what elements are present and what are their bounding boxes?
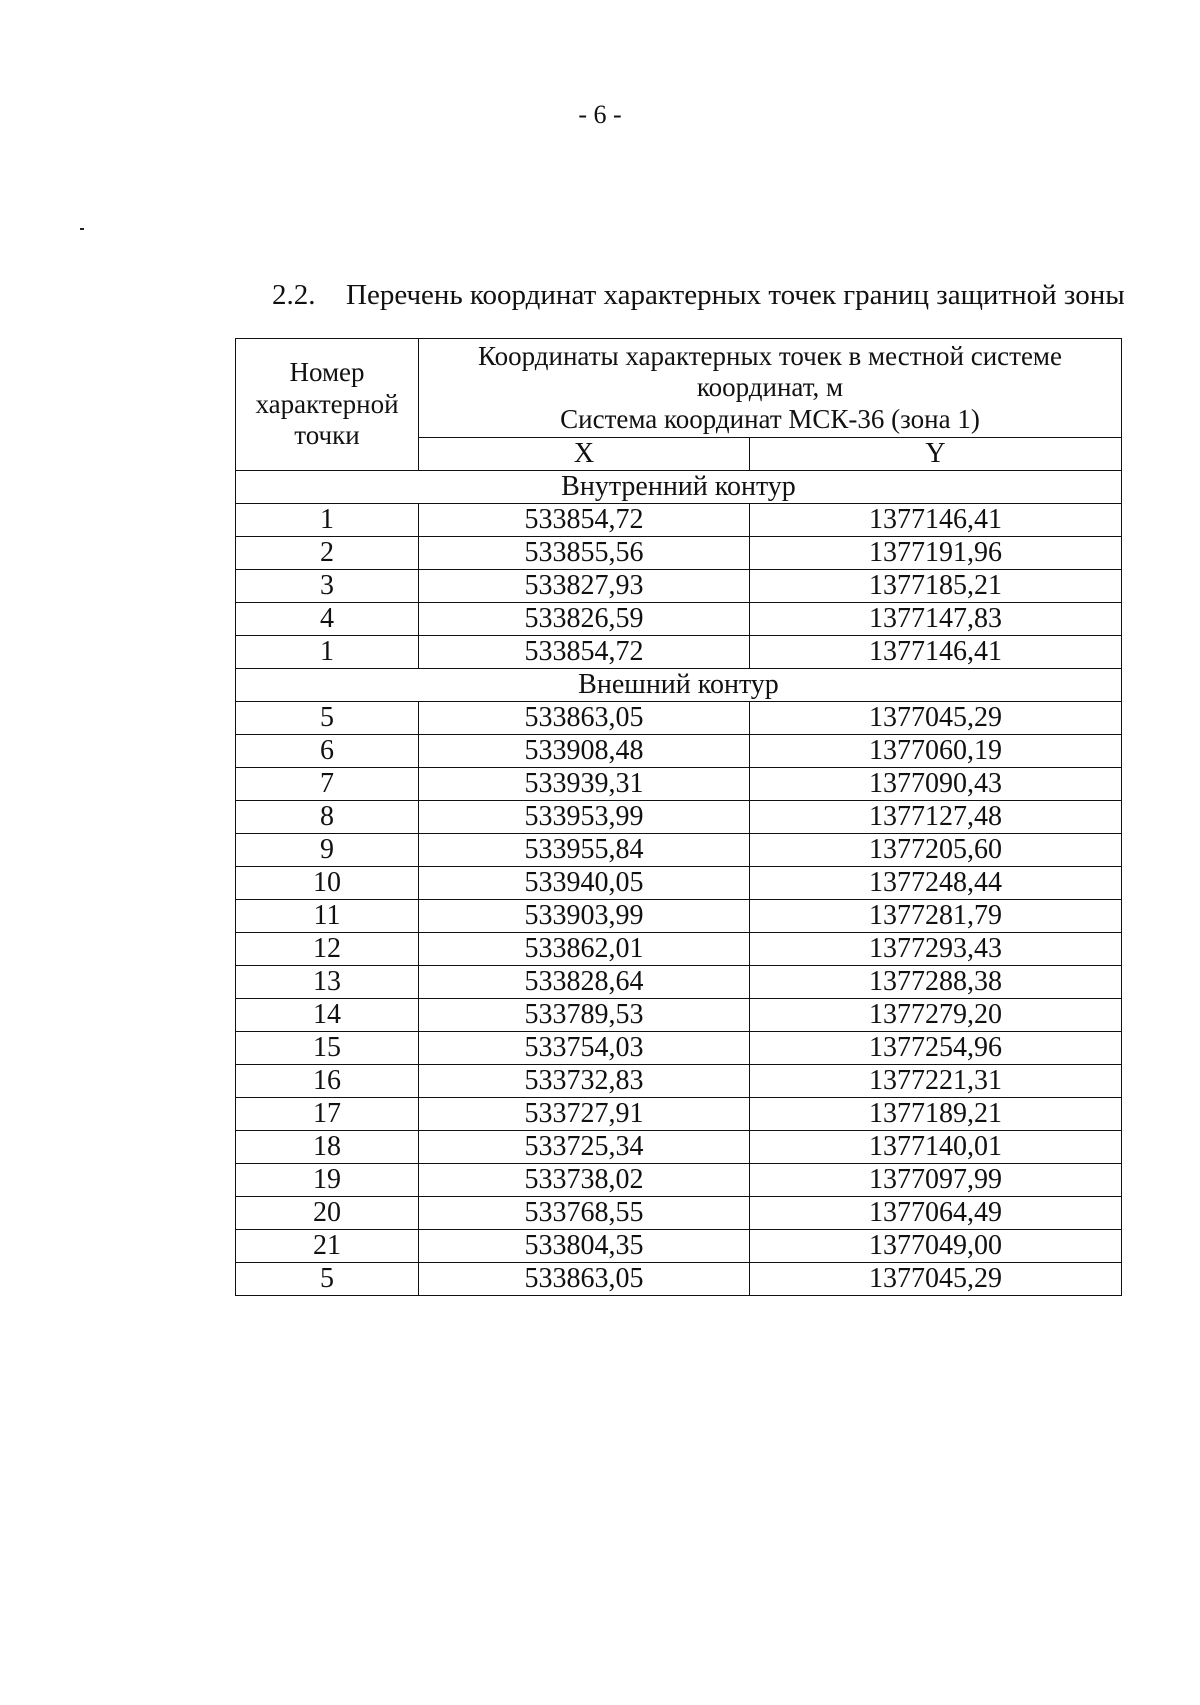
point-number-cell: 21 <box>236 1230 419 1263</box>
table-row <box>236 735 1122 768</box>
point-number-cell: 1 <box>236 636 419 669</box>
group-row <box>236 471 1122 504</box>
table-row <box>236 636 1122 669</box>
point-number-cell: 13 <box>236 966 419 999</box>
table-row <box>236 603 1122 636</box>
y-coordinate-cell: 1377140,01 <box>750 1131 1122 1164</box>
table-row <box>236 867 1122 900</box>
table-header-row <box>236 339 1122 438</box>
x-coordinate-cell: 533908,48 <box>419 735 750 768</box>
table-row <box>236 504 1122 537</box>
table-row <box>236 801 1122 834</box>
point-number-cell: 12 <box>236 933 419 966</box>
table-row <box>236 570 1122 603</box>
point-number-cell: 1 <box>236 504 419 537</box>
table-row <box>236 900 1122 933</box>
y-coordinate-cell: 1377146,41 <box>750 636 1122 669</box>
group-title: Внутренний контур <box>236 471 1122 504</box>
x-coordinate-cell: 533953,99 <box>419 801 750 834</box>
x-coordinate-cell: 533855,56 <box>419 537 750 570</box>
x-coordinate-cell: 533828,64 <box>419 966 750 999</box>
point-number-cell: 8 <box>236 801 419 834</box>
table-row <box>236 1263 1122 1296</box>
y-coordinate-cell: 1377288,38 <box>750 966 1122 999</box>
page-number: - 6 - <box>578 100 622 129</box>
x-coordinate-cell: 533940,05 <box>419 867 750 900</box>
y-coordinate-cell: 1377254,96 <box>750 1032 1122 1065</box>
x-coordinate-cell: 533826,59 <box>419 603 750 636</box>
table-row <box>236 1230 1122 1263</box>
section-heading <box>272 279 1125 312</box>
y-coordinate-cell: 1377221,31 <box>750 1065 1122 1098</box>
y-coordinate-cell: 1377248,44 <box>750 867 1122 900</box>
y-coordinate-cell: 1377045,29 <box>750 1263 1122 1296</box>
x-coordinate-cell: 533854,72 <box>419 636 750 669</box>
section-title: Перечень координат характерных точек границ защитной зоны <box>346 279 1125 311</box>
y-coordinate-cell: 1377205,60 <box>750 834 1122 867</box>
point-number-header-line1: Номер <box>289 356 365 387</box>
coordinates-table-body <box>236 339 1122 1296</box>
section-number: 2.2. <box>272 279 316 311</box>
point-number-cell: 10 <box>236 867 419 900</box>
point-number-cell: 5 <box>236 702 419 735</box>
table-row <box>236 1131 1122 1164</box>
table-row <box>236 1197 1122 1230</box>
table-row <box>236 1032 1122 1065</box>
y-column-header: Y <box>750 438 1122 471</box>
table-row <box>236 768 1122 801</box>
x-coordinate-cell: 533939,31 <box>419 768 750 801</box>
x-coordinate-cell: 533827,93 <box>419 570 750 603</box>
y-coordinate-cell: 1377049,00 <box>750 1230 1122 1263</box>
point-number-cell: 4 <box>236 603 419 636</box>
x-coordinate-cell: 533732,83 <box>419 1065 750 1098</box>
point-number-cell: 5 <box>236 1263 419 1296</box>
point-number-cell: 20 <box>236 1197 419 1230</box>
x-coordinate-cell: 533768,55 <box>419 1197 750 1230</box>
y-coordinate-cell: 1377279,20 <box>750 999 1122 1032</box>
point-number-header-line2: характерной <box>255 388 399 419</box>
y-coordinate-cell: 1377185,21 <box>750 570 1122 603</box>
y-coordinate-cell: 1377146,41 <box>750 504 1122 537</box>
group-row <box>236 669 1122 702</box>
x-coordinate-cell: 533727,91 <box>419 1098 750 1131</box>
table-row <box>236 966 1122 999</box>
x-coordinate-cell: 533738,02 <box>419 1164 750 1197</box>
y-coordinate-cell: 1377064,49 <box>750 1197 1122 1230</box>
table-row <box>236 1098 1122 1131</box>
point-number-cell: 11 <box>236 900 419 933</box>
table-row <box>236 834 1122 867</box>
y-coordinate-cell: 1377097,99 <box>750 1164 1122 1197</box>
table-row <box>236 702 1122 735</box>
coords-header <box>419 339 1122 438</box>
table-row <box>236 933 1122 966</box>
y-coordinate-cell: 1377147,83 <box>750 603 1122 636</box>
table-row <box>236 537 1122 570</box>
x-coordinate-cell: 533955,84 <box>419 834 750 867</box>
coords-header-line1: Координаты характерных точек в местной системе <box>477 341 1063 372</box>
point-number-cell: 14 <box>236 999 419 1032</box>
x-coordinate-cell: 533789,53 <box>419 999 750 1032</box>
point-number-cell: 6 <box>236 735 419 768</box>
coords-header-line2: координат, м <box>696 372 844 403</box>
x-coordinate-cell: 533725,34 <box>419 1131 750 1164</box>
x-coordinate-cell: 533854,72 <box>419 504 750 537</box>
x-coordinate-cell: 533804,35 <box>419 1230 750 1263</box>
point-number-header <box>236 339 419 471</box>
point-number-cell: 15 <box>236 1032 419 1065</box>
y-coordinate-cell: 1377045,29 <box>750 702 1122 735</box>
group-title: Внешний контур <box>236 669 1122 702</box>
coordinates-table <box>235 338 1122 1296</box>
point-number-cell: 7 <box>236 768 419 801</box>
y-coordinate-cell: 1377281,79 <box>750 900 1122 933</box>
x-coordinate-cell: 533754,03 <box>419 1032 750 1065</box>
y-coordinate-cell: 1377090,43 <box>750 768 1122 801</box>
point-number-cell: 3 <box>236 570 419 603</box>
table-row <box>236 1164 1122 1197</box>
point-number-cell: 2 <box>236 537 419 570</box>
scan-speck <box>80 228 84 230</box>
x-column-header: X <box>419 438 750 471</box>
y-coordinate-cell: 1377293,43 <box>750 933 1122 966</box>
x-coordinate-cell: 533863,05 <box>419 702 750 735</box>
point-number-cell: 9 <box>236 834 419 867</box>
x-coordinate-cell: 533862,01 <box>419 933 750 966</box>
point-number-cell: 18 <box>236 1131 419 1164</box>
table-row <box>236 1065 1122 1098</box>
table-row <box>236 999 1122 1032</box>
y-coordinate-cell: 1377191,96 <box>750 537 1122 570</box>
x-coordinate-cell: 533903,99 <box>419 900 750 933</box>
x-coordinate-cell: 533863,05 <box>419 1263 750 1296</box>
y-coordinate-cell: 1377060,19 <box>750 735 1122 768</box>
point-number-cell: 19 <box>236 1164 419 1197</box>
point-number-cell: 17 <box>236 1098 419 1131</box>
y-coordinate-cell: 1377189,21 <box>750 1098 1122 1131</box>
point-number-header-line3: точки <box>294 420 360 451</box>
y-coordinate-cell: 1377127,48 <box>750 801 1122 834</box>
coords-header-line3: Система координат МСК-36 (зона 1) <box>560 403 980 434</box>
point-number-cell: 16 <box>236 1065 419 1098</box>
